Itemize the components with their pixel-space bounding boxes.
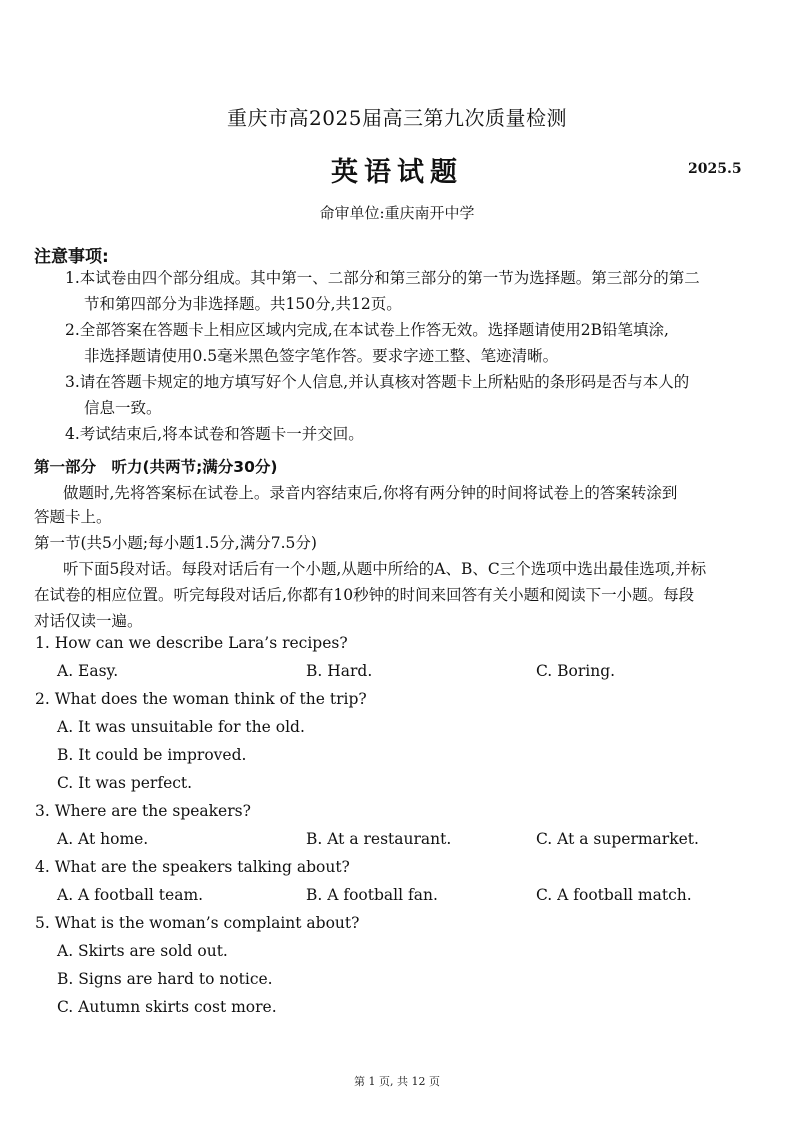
note-line: 信息一致。 — [84, 399, 162, 417]
note-line: 1.本试卷由四个部分组成。其中第一、二部分和第三部分的第一节为选择题。第三部分的第二 — [65, 269, 700, 287]
section1-heading: 第一节(共5小题;每小题1.5分,满分7.5分) — [34, 534, 317, 552]
exam-title: 重庆市高2025届高三第九次质量检测 — [227, 106, 567, 130]
question-stem: 4. What are the speakers talking about? — [35, 858, 350, 876]
setter-line: 命审单位:重庆南开中学 — [319, 204, 475, 222]
part1-intro: 做题时,先将答案标在试卷上。录音内容结束后,你将有两分钟的时间将试卷上的答案转涂到 — [63, 484, 678, 502]
question-stem: 2. What does the woman think of the trip? — [35, 690, 367, 708]
answer-option: B. Signs are hard to notice. — [57, 970, 273, 988]
note-line: 4.考试结束后,将本试卷和答题卡一并交回。 — [65, 425, 364, 443]
exam-date: 2025.5 — [688, 161, 742, 177]
answer-option: C. Autumn skirts cost more. — [57, 998, 277, 1016]
question-stem: 1. How can we describe Lara’s recipes? — [35, 634, 348, 652]
answer-option: B. It could be improved. — [57, 746, 247, 764]
note-line: 非选择题请使用0.5毫米黑色签字笔作答。要求字迹工整、笔迹清晰。 — [84, 347, 559, 365]
note-line: 3.请在答题卡规定的地方填写好个人信息,并认真核对答题卡上所粘贴的条形码是否与本人的 — [65, 373, 690, 391]
answer-option: C. At a supermarket. — [536, 830, 699, 848]
note-line: 节和第四部分为非选择题。共150分,共12页。 — [84, 295, 402, 313]
answer-option: B. A football fan. — [306, 886, 438, 904]
answer-option: A. It was unsuitable for the old. — [57, 718, 305, 736]
note-line: 2.全部答案在答题卡上相应区域内完成,在本试卷上作答无效。选择题请使用2B铅笔填涂, — [65, 321, 669, 339]
part1-intro: 答题卡上。 — [34, 508, 112, 526]
section1-instructions: 听下面5段对话。每段对话后有一个小题,从题中所给的A、B、C三个选项中选出最佳选项,并标 — [63, 560, 707, 578]
answer-option: B. At a restaurant. — [306, 830, 452, 848]
answer-option: A. A football team. — [57, 886, 204, 904]
answer-option: A. Skirts are sold out. — [57, 942, 228, 960]
section1-instructions: 对话仅读一遍。 — [34, 612, 143, 630]
question-stem: 5. What is the woman’s complaint about? — [35, 914, 360, 932]
answer-option: C. A football match. — [536, 886, 692, 904]
notes-heading: 注意事项: — [34, 247, 109, 267]
subject-title: 英语试题 — [331, 157, 463, 188]
section1-instructions: 在试卷的相应位置。听完每段对话后,你都有10秒钟的时间来回答有关小题和阅读下一小题。每段 — [34, 586, 695, 604]
answer-option: A. At home. — [57, 830, 149, 848]
answer-option: B. Hard. — [306, 662, 373, 680]
answer-option: A. Easy. — [57, 662, 119, 680]
part1-heading: 第一部分 听力(共两节;满分30分) — [34, 458, 278, 476]
answer-option: C. It was perfect. — [57, 774, 193, 792]
answer-option: C. Boring. — [536, 662, 616, 680]
page-number: 第 1 页, 共 12 页 — [354, 1075, 440, 1088]
question-stem: 3. Where are the speakers? — [35, 802, 251, 820]
